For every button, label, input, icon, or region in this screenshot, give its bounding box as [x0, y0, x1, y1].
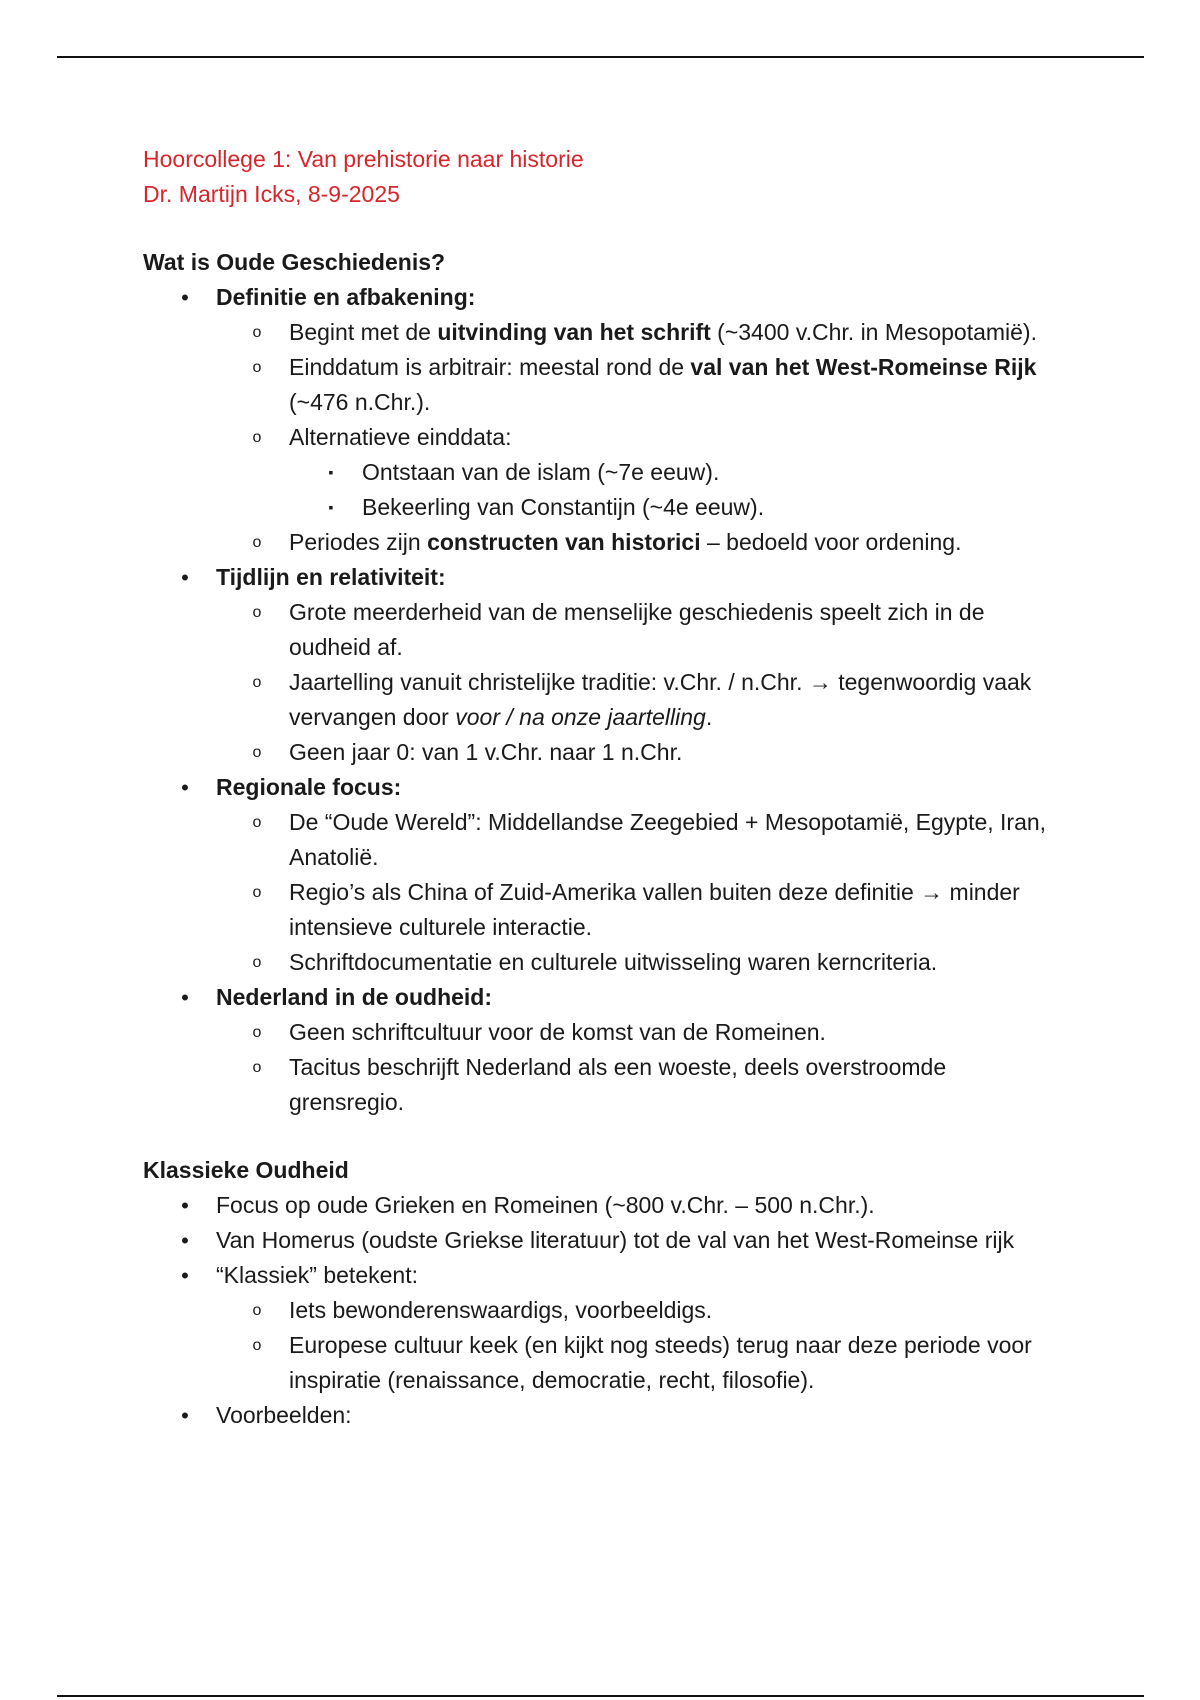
- text: Geen schriftcultuur voor de komst van de Romeinen.: [289, 1019, 826, 1045]
- list-item: [143, 490, 1063, 525]
- bullet-icon: •: [181, 775, 189, 800]
- list-item: [143, 665, 1063, 735]
- text: Periodes zijn: [289, 529, 428, 555]
- text: Tacitus beschrijft Nederland als een woeste, deels overstroomde grensregio.: [289, 1054, 947, 1115]
- circle-bullet-icon: o: [252, 604, 262, 621]
- list-item: [143, 945, 1063, 980]
- list-item: [143, 1328, 1063, 1398]
- text: Ontstaan van de islam (~7e eeuw).: [362, 459, 720, 485]
- text: (~3400 v.Chr. in Mesopotamië).: [710, 319, 1037, 345]
- bullet-icon: •: [181, 1228, 189, 1253]
- circle-bullet-icon: o: [252, 1059, 262, 1076]
- list-item: [143, 350, 1063, 420]
- text: Regio’s als China of Zuid-Amerika vallen buiten deze definitie → minder intensieve culturele interactie.: [289, 879, 1020, 940]
- text: De “Oude Wereld”: Middellandse Zeegebied + Mesopotamië, Egypte, Iran, Anatolië.: [289, 809, 1047, 870]
- text: Jaartelling vanuit christelijke traditie: v.Chr. / n.Chr. → tegenwoordig vaak vervangen door: [289, 669, 1032, 730]
- circle-bullet-icon: o: [252, 1337, 262, 1354]
- list-item: [143, 315, 1063, 350]
- circle-bullet-icon: o: [252, 674, 262, 691]
- circle-bullet-icon: o: [252, 1302, 262, 1319]
- bold-text: val van het West-Romeinse Rijk: [690, 354, 1037, 380]
- circle-bullet-icon: o: [252, 534, 262, 551]
- list-item: [143, 1398, 1063, 1433]
- list-item: [143, 595, 1063, 665]
- text: Begint met de: [289, 319, 438, 345]
- document-body: [143, 142, 1063, 1433]
- circle-bullet-icon: o: [252, 744, 262, 761]
- text: – bedoeld voor ordening.: [700, 529, 962, 555]
- circle-bullet-icon: o: [252, 884, 262, 901]
- bullet-icon: •: [181, 565, 189, 590]
- section-heading-klassieke-oudheid: Klassieke Oudheid: [143, 1157, 349, 1183]
- text: Voorbeelden:: [216, 1402, 352, 1428]
- list-item: [143, 1258, 1063, 1293]
- text: “Klassiek” betekent:: [216, 1262, 418, 1288]
- bullet-icon: •: [181, 1193, 189, 1218]
- circle-bullet-icon: o: [252, 429, 262, 446]
- text: Geen jaar 0: van 1 v.Chr. naar 1 n.Chr.: [289, 739, 683, 765]
- circle-bullet-icon: o: [252, 324, 262, 341]
- item-label: Definitie en afbakening:: [216, 284, 476, 310]
- bold-text: constructen van historici: [427, 529, 701, 555]
- text: Europese cultuur keek (en kijkt nog steeds) terug naar deze periode voor inspiratie (renaissance, democratie, recht, filosofie).: [289, 1332, 1032, 1393]
- text: Iets bewonderenswaardigs, voorbeeldigs.: [289, 1297, 713, 1323]
- bullet-icon: •: [181, 285, 189, 310]
- list-item: [143, 875, 1063, 945]
- italic-text: voor / na onze jaartelling: [455, 704, 706, 730]
- bottom-rule: [57, 1695, 1144, 1697]
- circle-bullet-icon: o: [252, 954, 262, 971]
- list-item: [143, 805, 1063, 875]
- list-item: [143, 1015, 1063, 1050]
- text: (~476 n.Chr.).: [289, 389, 431, 415]
- list-item: [143, 560, 1063, 595]
- bullet-icon: •: [181, 1403, 189, 1428]
- circle-bullet-icon: o: [252, 359, 262, 376]
- text: Van Homerus (oudste Griekse literatuur) tot de val van het West-Romeinse rijk: [216, 1227, 1015, 1253]
- text: Bekeerling van Constantijn (~4e eeuw).: [362, 494, 765, 520]
- text: Einddatum is arbitrair: meestal rond de: [289, 354, 691, 380]
- bullet-icon: •: [181, 1263, 189, 1288]
- list-item: [143, 1188, 1063, 1223]
- list-item: [143, 280, 1063, 315]
- list-item: [143, 420, 1063, 455]
- circle-bullet-icon: o: [252, 814, 262, 831]
- item-label: Tijdlijn en relativiteit:: [216, 564, 446, 590]
- list-item: [143, 455, 1063, 490]
- top-rule: [57, 56, 1144, 58]
- list-item: [143, 980, 1063, 1015]
- lecture-title: Hoorcollege 1: Van prehistorie naar historie: [143, 146, 584, 172]
- text: Focus op oude Grieken en Romeinen (~800 v.Chr. – 500 n.Chr.).: [216, 1192, 875, 1218]
- list-item: [143, 1050, 1063, 1120]
- bold-text: uitvinding van het schrift: [437, 319, 711, 345]
- circle-bullet-icon: o: [252, 1024, 262, 1041]
- square-bullet-icon: ▪: [328, 464, 334, 480]
- list-item: [143, 1293, 1063, 1328]
- bullet-icon: •: [181, 985, 189, 1010]
- text: Schriftdocumentatie en culturele uitwisseling waren kerncriteria.: [289, 949, 938, 975]
- square-bullet-icon: ▪: [328, 499, 334, 515]
- text: Grote meerderheid van de menselijke geschiedenis speelt zich in de oudheid af.: [289, 599, 985, 660]
- section-heading-oude-geschiedenis: Wat is Oude Geschiedenis?: [143, 249, 446, 275]
- list-item: [143, 525, 1063, 560]
- item-label: Regionale focus:: [216, 774, 402, 800]
- text: .: [705, 704, 713, 730]
- item-label: Nederland in de oudheid:: [216, 984, 493, 1010]
- list-item: [143, 735, 1063, 770]
- text: Alternatieve einddata:: [289, 424, 512, 450]
- lecture-subtitle: Dr. Martijn Icks, 8-9-2025: [143, 181, 400, 207]
- list-item: [143, 1223, 1063, 1258]
- list-item: [143, 770, 1063, 805]
